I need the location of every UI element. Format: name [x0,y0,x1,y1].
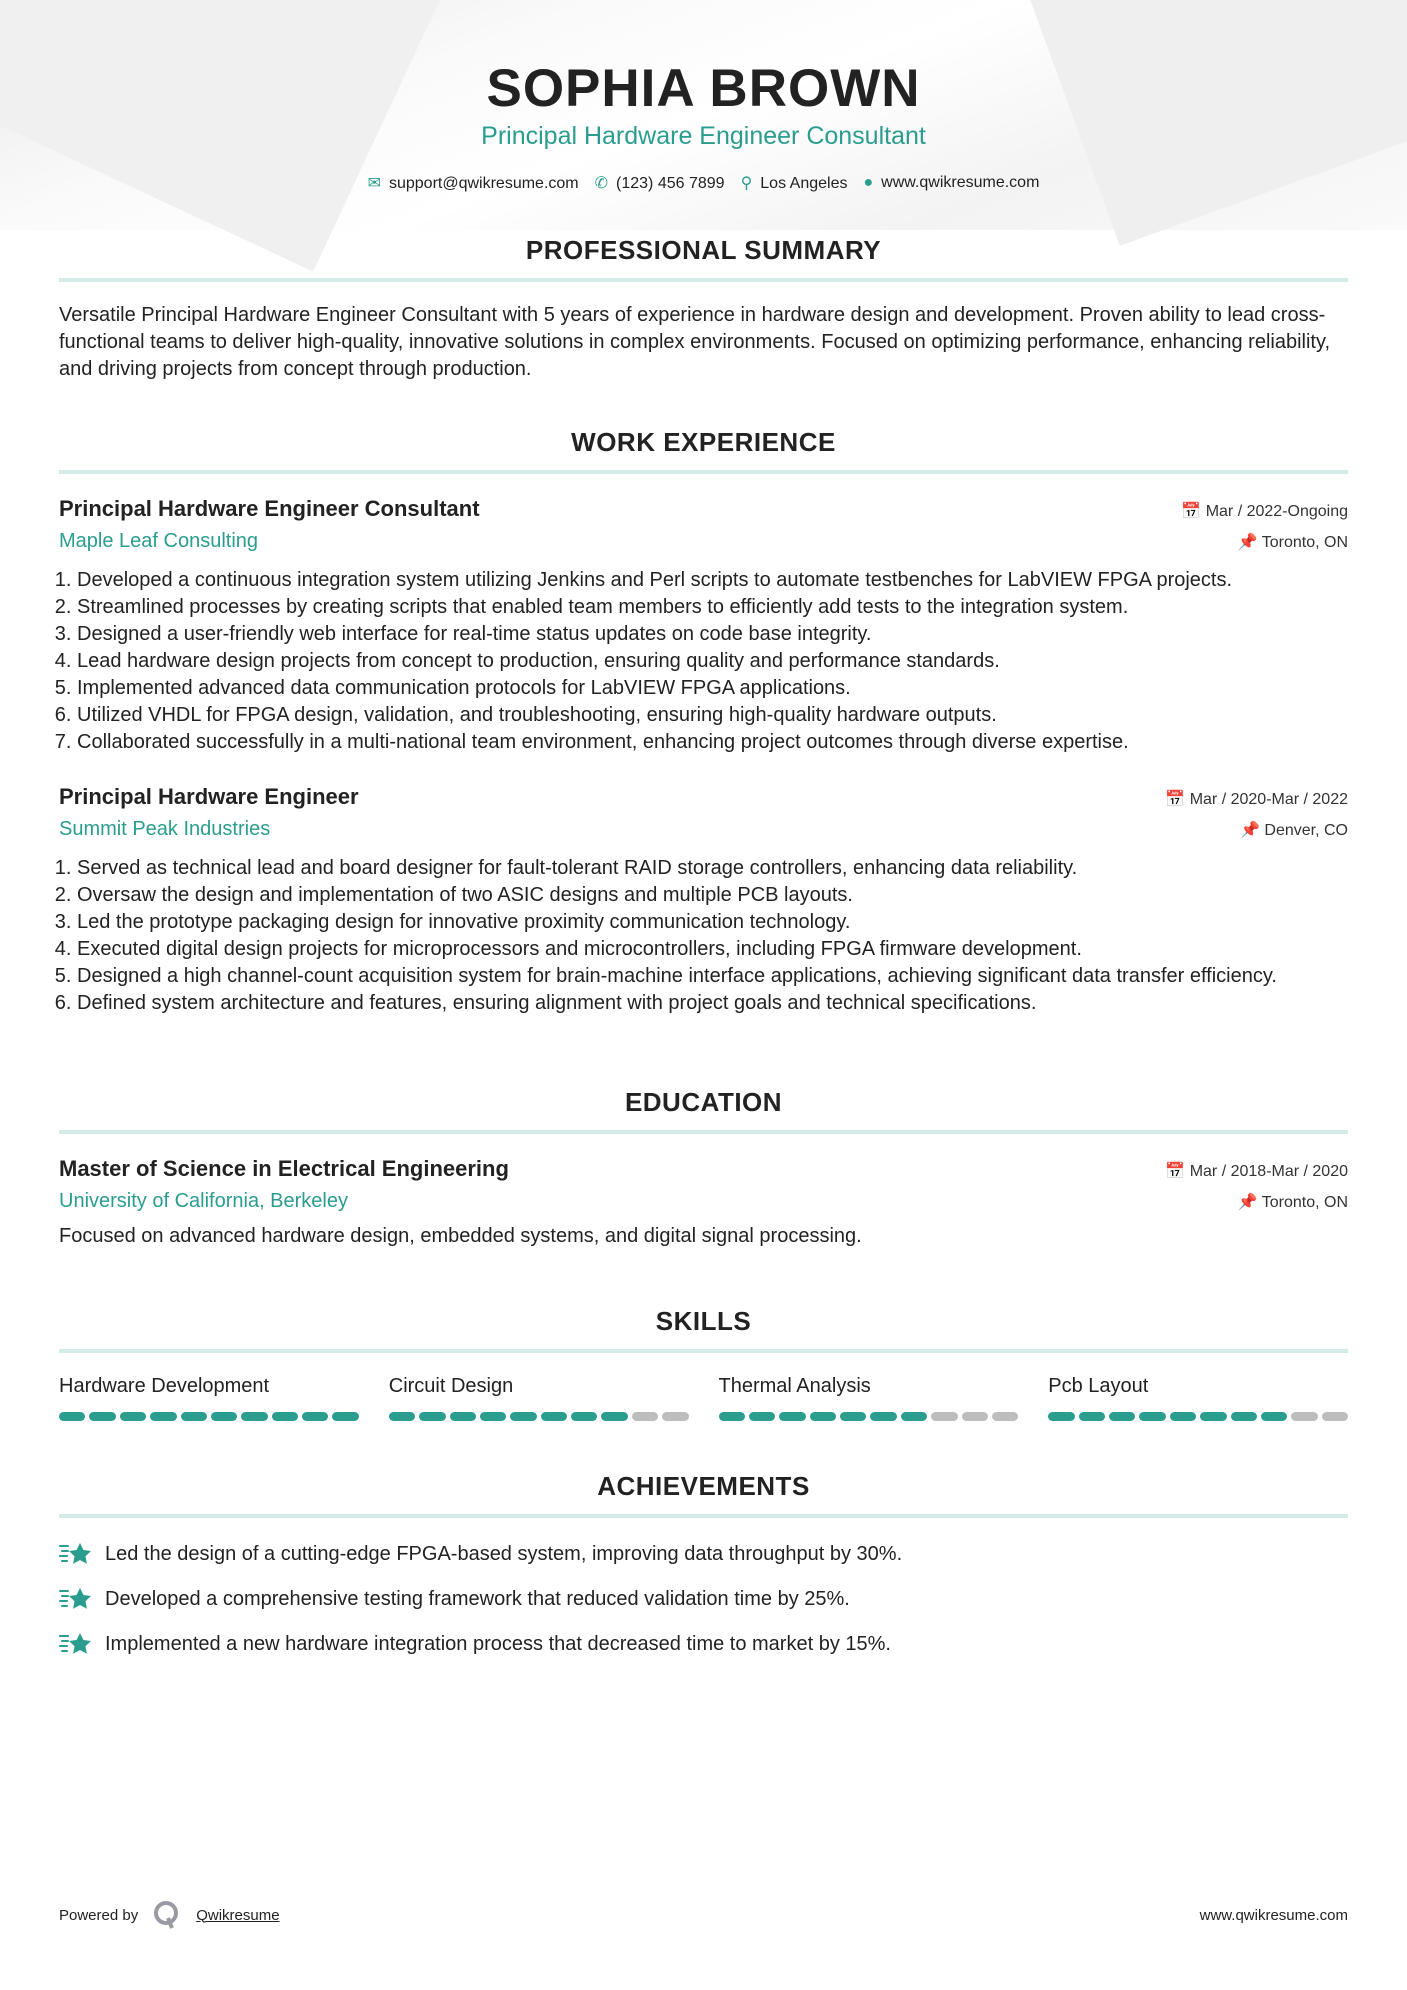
skill-level-dot [1261,1412,1287,1421]
skill-level-meter [59,1412,359,1421]
job-bullet: 4. Lead hardware design projects from concept to production, ensuring quality and performance standards. [77,648,1348,675]
skill-level-dot [480,1412,506,1421]
skill-level-dot [272,1412,298,1421]
calendar-icon: 📅 [1181,503,1202,520]
skill-level-dot [1200,1412,1226,1421]
job-title: Principal Hardware Engineer Consultant [59,496,480,521]
location-text: Toronto, ON [1261,534,1348,551]
skill-level-dot [1322,1412,1348,1421]
achievement-text: Implemented a new hardware integration process that decreased time to market by 15%. [105,1632,891,1655]
skill-level-dot [150,1412,176,1421]
dates-text: Mar / 2018-Mar / 2020 [1189,1163,1348,1180]
qwikresume-link[interactable]: Qwikresume [196,1906,280,1924]
achievement-item [59,1540,1348,1568]
contact-phone [595,173,725,193]
job-bullets [59,567,1348,756]
skill-level-dot [962,1412,988,1421]
skill-level-dot [211,1412,237,1421]
education-entry [59,1156,1348,1250]
skill-level-dot [992,1412,1018,1421]
location-text: Denver, CO [1264,822,1348,839]
skill-level-dot [931,1412,957,1421]
skill-level-dot [302,1412,328,1421]
map-pin-icon: ⚲ [740,175,753,192]
skill-level-dot [419,1412,445,1421]
location-text: Toronto, ON [1261,1194,1348,1211]
job-bullet: 2. Oversaw the design and implementation of two ASIC designs and multiple PCB layouts. [77,882,1348,909]
skill-name: Circuit Design [388,1375,514,1397]
pin-icon: 📌 [1240,822,1260,839]
job-title: Principal Hardware Engineer [59,784,359,809]
skill-level-dot [901,1412,927,1421]
footer-website[interactable]: www.qwikresume.com [1199,1906,1348,1924]
job-bullet: 6. Defined system architecture and features, ensuring alignment with project goals and technical specifications. [77,990,1348,1017]
skill-item [1048,1375,1348,1421]
skill-level-dot [779,1412,805,1421]
skill-item [389,1375,689,1421]
section-heading-education: EDUCATION [59,1087,1348,1134]
footer [59,1900,1348,1930]
powered-by-label: Powered by [59,1906,139,1924]
job-dates [1181,501,1348,521]
degree: Master of Science in Electrical Engineering [59,1156,509,1181]
skill-level-dot [719,1412,745,1421]
skill-level-dot [120,1412,146,1421]
section-heading-achievements: ACHIEVEMENTS [59,1471,1348,1518]
achievements-list [59,1540,1348,1658]
skill-level-meter [719,1412,1019,1421]
skill-level-dot [332,1412,358,1421]
contact-bar [59,173,1348,193]
pin-icon: 📌 [1237,534,1258,551]
skill-level-dot [59,1412,85,1421]
skill-level-dot [1048,1412,1074,1421]
skill-item [59,1375,359,1421]
candidate-name: SOPHIA BROWN [486,59,921,118]
email-text: support@qwikresume.com [388,175,579,192]
job-bullet: 1. Served as technical lead and board designer for fault-tolerant RAID storage controllers, enhancing data reliability. [77,855,1348,882]
company-name: Maple Leaf Consulting [59,530,259,552]
candidate-title: Principal Hardware Engineer Consultant [481,122,926,150]
skill-level-dot [241,1412,267,1421]
phone-icon: ✆ [594,175,609,192]
skill-level-dot [870,1412,896,1421]
section-heading-skills: SKILLS [59,1306,1348,1353]
contact-location [741,173,848,193]
contact-email[interactable] [368,173,579,193]
skill-level-dot [389,1412,415,1421]
skill-level-dot [1291,1412,1317,1421]
job-bullet: 5. Implemented advanced data communication protocols for LabVIEW FPGA applications. [77,675,1348,702]
job-entry [59,496,1348,756]
skill-level-dot [510,1412,536,1421]
job-bullets [59,855,1348,1017]
job-location [1238,532,1348,552]
skill-level-dot [181,1412,207,1421]
skill-level-dot [1139,1412,1165,1421]
achievement-item [59,1630,1348,1658]
education-location: 📌 Toronto, ON [1237,1194,1348,1211]
phone-text: (123) 456 7899 [616,175,725,192]
star-icon [59,1540,93,1568]
education-dates: 📅 Mar / 2018-Mar / 2020 [1165,1163,1348,1180]
globe-icon: ● [863,174,874,191]
skill-level-dot [1079,1412,1105,1421]
star-icon [59,1630,93,1658]
skill-name: Hardware Development [59,1375,270,1397]
job-bullet: 6. Utilized VHDL for FPGA design, validation, and troubleshooting, ensuring high-quality hardware outputs. [77,702,1348,729]
contact-website[interactable] [863,174,1039,192]
skill-level-meter [1048,1412,1348,1421]
achievement-text: Led the design of a cutting-edge FPGA-based system, improving data throughput by 30%. [105,1542,903,1565]
website-text: www.qwikresume.com [881,174,1040,191]
skill-level-dot [571,1412,597,1421]
skill-name: Thermal Analysis [718,1375,871,1397]
location-text: Los Angeles [760,175,848,192]
skills-list [59,1375,1348,1421]
skill-name: Pcb Layout [1048,1375,1149,1397]
skill-item [719,1375,1019,1421]
skill-level-dot [450,1412,476,1421]
company-name: Summit Peak Industries [59,818,271,840]
skill-level-dot [89,1412,115,1421]
skill-level-dot [632,1412,658,1421]
summary-text: Versatile Principal Hardware Engineer Consultant with 5 years of experience in hardware design and development. Proven ability to lead cross-functional teams to deliver high-quality, innovative solutions in complex environments. Focused on optimizing performance, enhancing reliability, and driving projects from concept through production. [59,304,1331,380]
job-bullet: 2. Streamlined processes by creating scripts that enabled team members to efficiently add tests to the integration system. [77,594,1348,621]
job-bullet: 3. Designed a user-friendly web interface for real-time status updates on code base integrity. [77,621,1348,648]
job-bullet: 7. Collaborated successfully in a multi-national team environment, enhancing project outcomes through diverse expertise. [77,729,1348,756]
job-bullet: 4. Executed digital design projects for microprocessors and microcontrollers, including FPGA firmware development. [77,936,1348,963]
job-bullet: 3. Led the prototype packaging design for innovative proximity communication technology. [77,909,1348,936]
skill-level-dot [810,1412,836,1421]
school: University of California, Berkeley [59,1190,348,1212]
calendar-icon: 📅 [1165,791,1186,808]
job-location [1240,820,1348,840]
achievement-text: Developed a comprehensive testing framework that reduced validation time by 25%. [105,1587,850,1610]
job-entry [59,784,1348,1017]
envelope-icon: ✉ [367,175,381,192]
star-icon [59,1585,93,1613]
job-bullet: 5. Designed a high channel-count acquisition system for brain-machine interface applications, achieving significant data transfer efficiency. [77,963,1348,990]
qwikresume-logo-icon [152,1900,182,1930]
dates-text: Mar / 2020-Mar / 2022 [1189,791,1348,808]
section-heading-summary: PROFESSIONAL SUMMARY [59,235,1348,282]
skill-level-dot [1231,1412,1257,1421]
skill-level-dot [662,1412,688,1421]
skill-level-dot [1170,1412,1196,1421]
skill-level-dot [840,1412,866,1421]
education-description: Focused on advanced hardware design, embedded systems, and digital signal processing. [59,1225,862,1247]
section-heading-experience: WORK EXPERIENCE [59,427,1348,474]
skill-level-dot [1109,1412,1135,1421]
dates-text: Mar / 2022-Ongoing [1205,503,1348,520]
skill-level-dot [749,1412,775,1421]
job-dates [1165,789,1348,809]
skill-level-dot [601,1412,627,1421]
job-bullet: 1. Developed a continuous integration system utilizing Jenkins and Perl scripts to automate testbenches for LabVIEW FPGA projects. [77,567,1348,594]
achievement-item [59,1585,1348,1613]
skill-level-dot [541,1412,567,1421]
skill-level-meter [389,1412,689,1421]
